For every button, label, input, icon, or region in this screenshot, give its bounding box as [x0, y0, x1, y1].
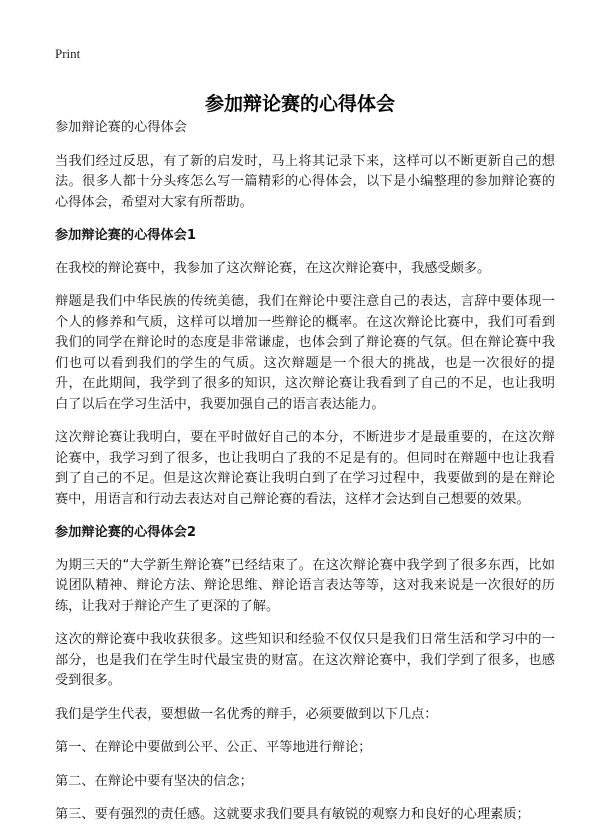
section-2-heading: 参加辩论赛的心得体会2: [55, 525, 197, 540]
section-1-paragraph-3: 这次辩论赛让我明白，要在平时做好自己的本分，不断进步才是最重要的，在这次辩论赛中，我学习到了很多，也让我明白了我的不足是有的。但同时在辩题中也让我看到了自己的不足。但是这次辩论赛让我明白到了在学习过程中，我要做到的是在辩论赛中，用语言和行动去表达对自己辩论赛的看法，这样才会达到自己想要的效果。: [55, 430, 555, 507]
section-1-paragraph-2: 辩题是我们中华民族的传统美德，我们在辩论中要注意自己的表达，言辞中要体现一个人的修养和气质，这样可以增加一些辩论的概率。在这次辩论比赛中，我们可看到我们的同学在辩论时的态度是非常谦虚，也体会到了辩论赛的气氛。但在辩论赛中我们也可以看到我们的学生的气质。这次辩题是一个很大的挑战，也是一次很好的提升，在此期间，我学到了很多的知识，这次辩论赛让我看到了自己的不足，也让我明白了以后在学习生活中，我要加强自己的语言表达能力。: [55, 294, 555, 412]
section-2-paragraph-5: 第二、在辩论中要有坚决的信念；: [55, 773, 253, 789]
intro-paragraph: 当我们经过反思，有了新的启发时，马上将其记录下来，这样可以不断更新自己的想法。很多人都十分头疼怎么写一篇精彩的心得体会，以下是小编整理的参加辩论赛的心得体会，希望对大家有所帮助。: [55, 153, 555, 210]
section-2-paragraph-1: 为期三天的“大学新生辩论赛”已经结束了。在这次辩论赛中我学到了很多东西，比如说团队精神、辩论方法、辩论思维、辩论语言表达等等，这对我来说是一次很好的历练，让我对于辩论产生了更深的了解。: [55, 557, 555, 614]
section-2-paragraph-4: 第一、在辩论中要做到公平、公正、平等地进行辩论；: [55, 740, 372, 755]
section-2-paragraph-3: 我们是学生代表，要想做一名优秀的辩手，必须要做到以下几点：: [55, 706, 438, 722]
article-subtitle: 参加辩论赛的心得体会: [55, 120, 187, 135]
section-1-heading: 参加辩论赛的心得体会1: [55, 228, 197, 243]
print-link[interactable]: Print: [55, 46, 81, 61]
section-1-paragraph-1: 在我校的辩论赛中，我参加了这次辩论赛，在这次辩论赛中，我感受颇多。: [55, 260, 491, 276]
article-body: [55, 118, 555, 839]
page-title: 参加辩论赛的心得体会: [204, 92, 395, 115]
section-2-paragraph-6: 第三、要有强烈的责任感。这就要求我们要具有敏锐的观察力和良好的心理素质；: [55, 807, 530, 822]
section-2-paragraph-2: 这次的辩论赛中我收获很多。这些知识和经验不仅仅只是我们日常生活和学习中的一部分，也是我们在学生时代最宝贵的财富。在这次辩论赛中，我们学到了很多，也感受到很多。: [55, 632, 555, 688]
